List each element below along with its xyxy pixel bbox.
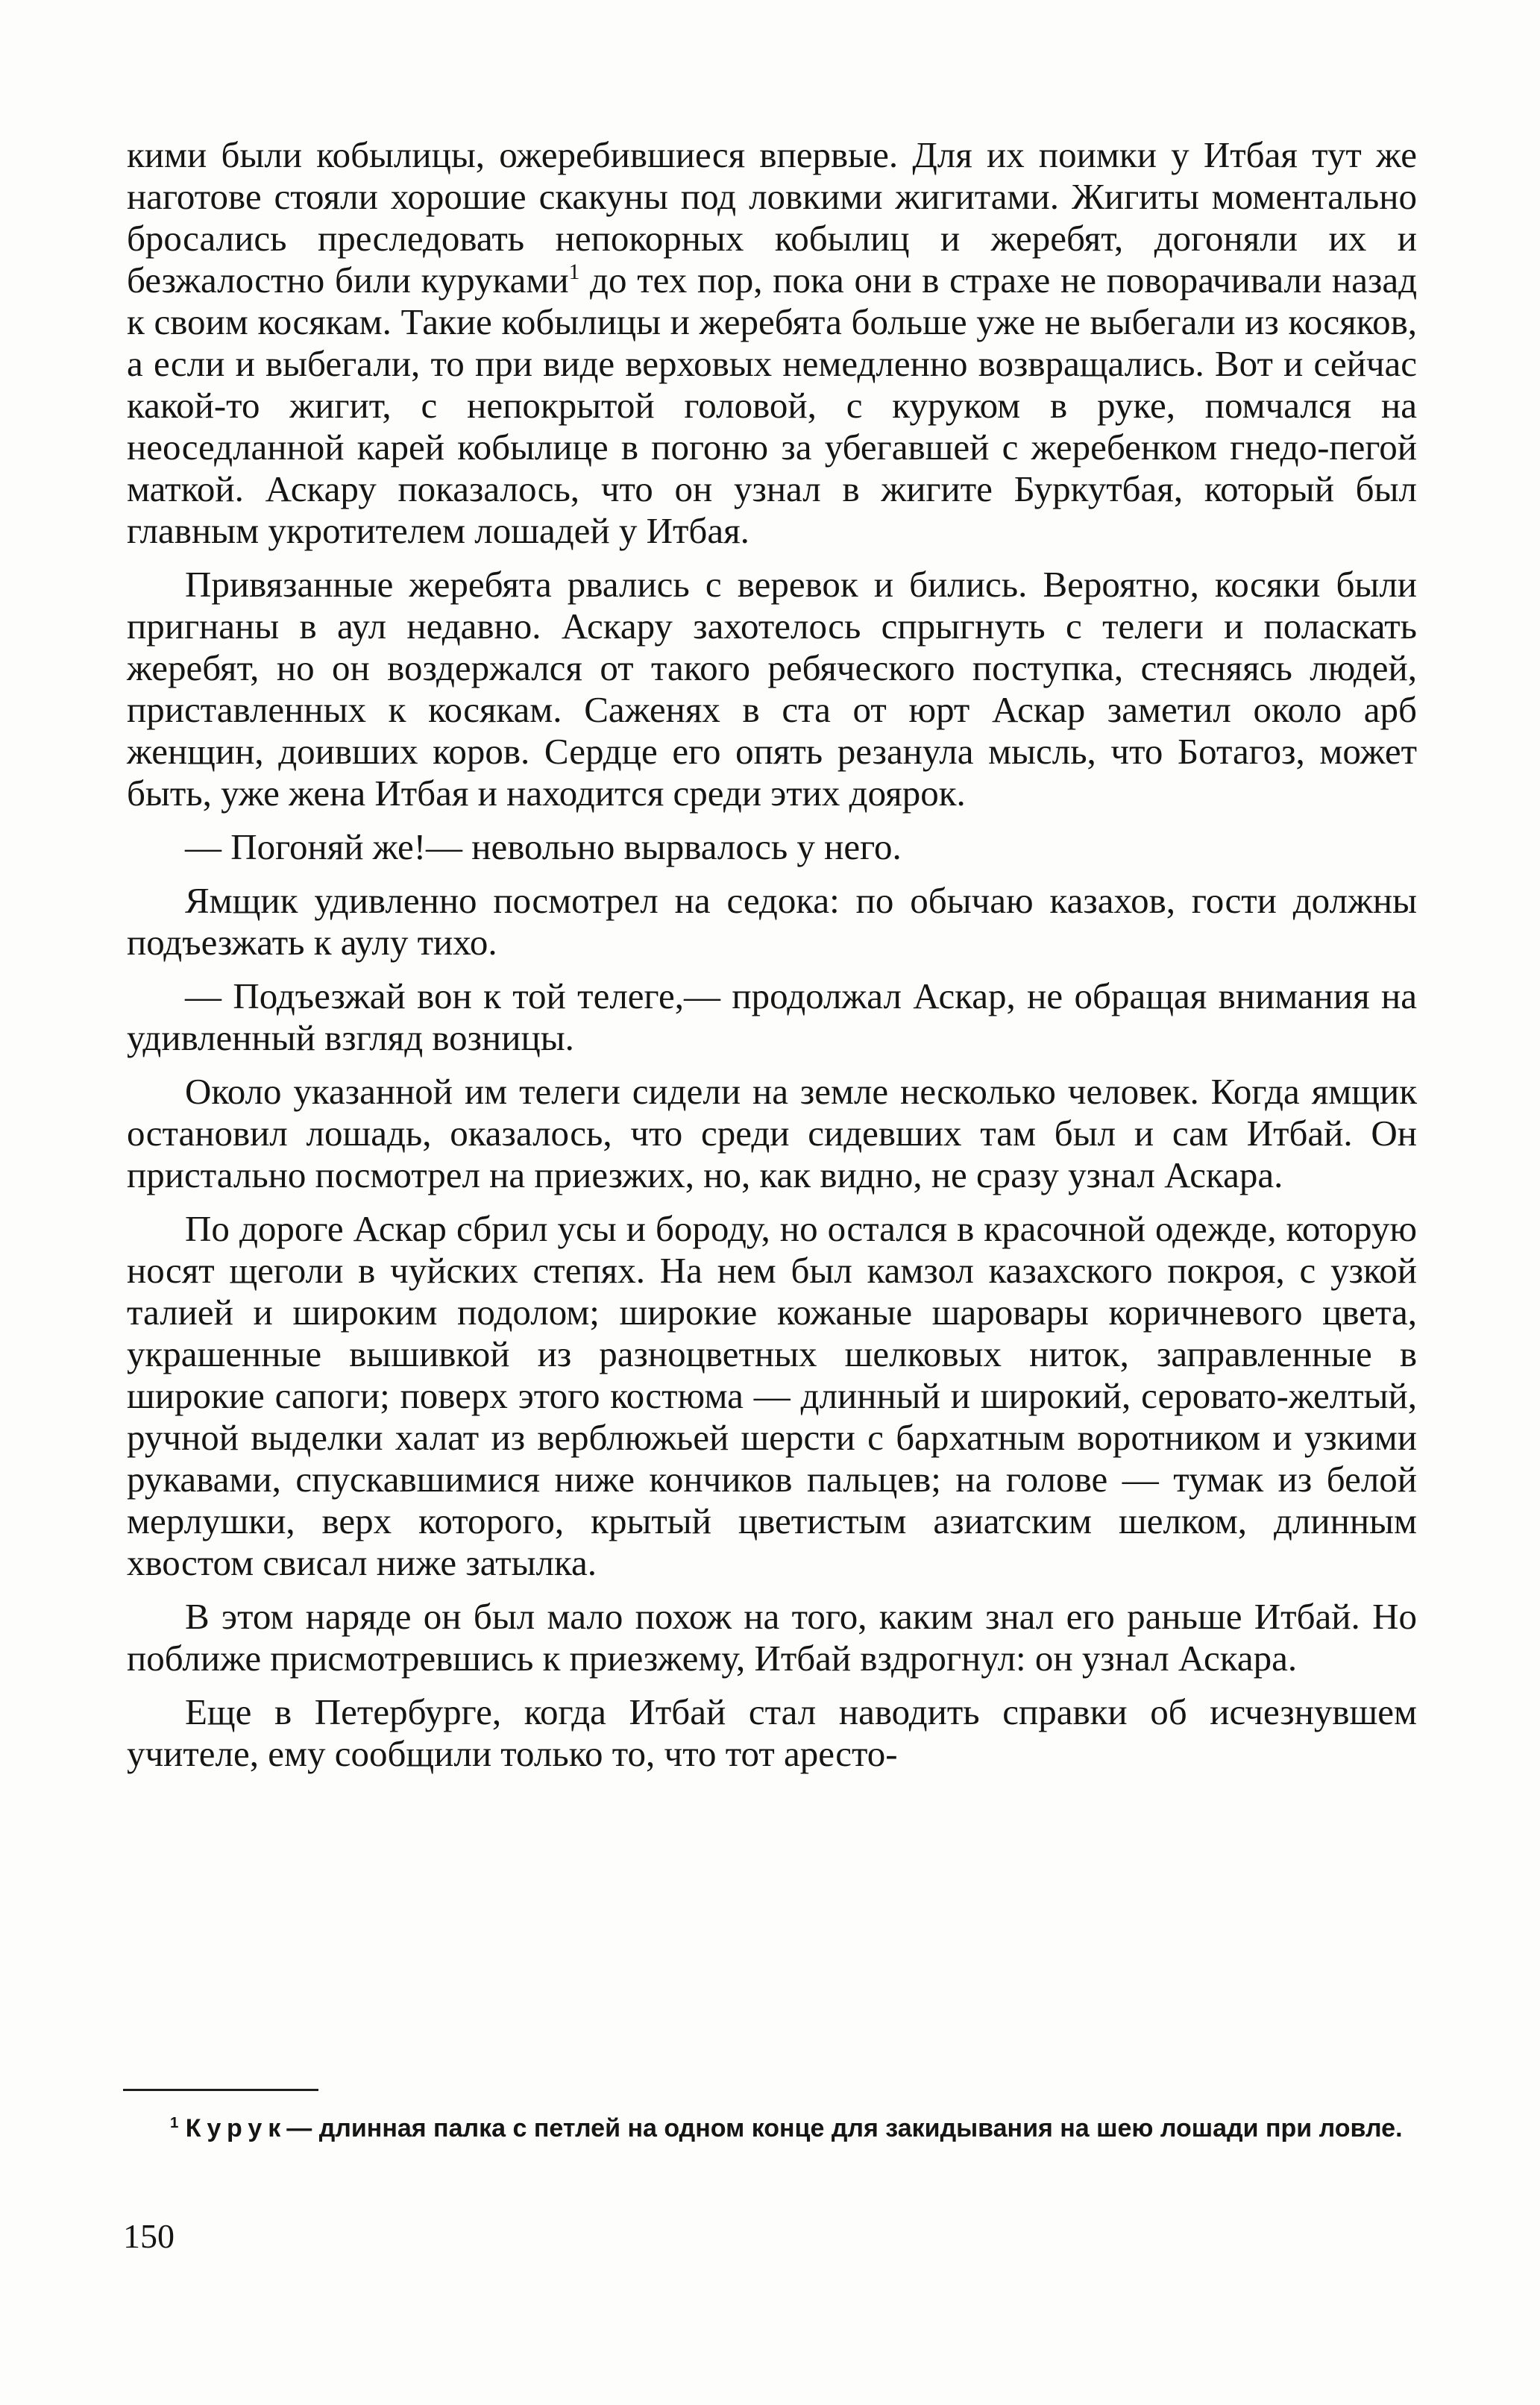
- page-number: 150: [123, 2217, 175, 2255]
- paragraph-2: Привязанные жеребята рвались с веревок и бились. Вероятно, косяки были пригнаны в аул недавно. Аскару захотелось спрыгнуть с телеги и поласкать жеребят, но он воздержался от такого ребяческого поступка, стесняясь людей, приставленных к косякам. Саженях в ста от юрт Аскар заметил около арб женщин, доивших коров. Сердце его опять резанула мысль, что Ботагоз, может быть, уже жена Итбая и находится среди этих доярок.: [127, 564, 1417, 814]
- footnote-reference-marker: 1: [568, 260, 580, 285]
- paragraph-1-text: кими были кобылицы, ожеребившиеся впервые. Для их поимки у Итбая тут же наготове стояли хорошие скакуны под ловкими жигитами. Жигиты моментально бросались преследовать непокорных кобылиц и жеребят, догоняли их и безжалостно били: [127, 134, 1417, 301]
- paragraph-5: — Подъезжай вон к той телеге,— продолжал Аскар, не обращая внимания на удивленный взгляд возницы.: [127, 975, 1417, 1058]
- paragraph-7: По дороге Аскар сбрил усы и бороду, но остался в красочной одежде, которую носят щеголи в чуйских степях. На нем был камзол казахского покроя, с узкой талией и широким подолом; широкие кожаные шаровары коричневого цвета, украшенные вышивкой из разноцветных шелковых ниток, заправленные в широкие сапоги; поверх этого костюма — длинный и широкий, серовато-желтый, ручной выделки халат из верблюжьей шерсти с бархатным воротником и узкими рукавами, спускавшимися ниже кончиков пальцев; на голове — тумак из белой мерлушки, верх которого, крытый цветистым азиатским шелком, длинным хвостом свисал ниже затылка.: [127, 1208, 1417, 1583]
- footnote: [127, 2112, 1417, 2145]
- paragraph-1: [127, 134, 1417, 552]
- footnote-marker: 1: [170, 2114, 179, 2131]
- footnote-divider: [123, 2089, 318, 2091]
- paragraph-9: Еще в Петербурге, когда Итбай стал наводить справки об исчезнувшем учителе, ему сообщили только то, что тот аресто-: [127, 1691, 1417, 1774]
- paragraph-6: Около указанной им телеги сидели на земле несколько человек. Когда ямщик остановил лошадь, оказалось, что среди сидевших там был и сам Итбай. Он пристально посмотрел на приезжих, но, как видно, не сразу узнал Аскара.: [127, 1071, 1417, 1195]
- main-text: [127, 134, 1417, 1787]
- footnote-term: Курук: [185, 2114, 287, 2143]
- paragraph-4: Ямщик удивленно посмотрел на седока: по обычаю казахов, гости должны подъезжать к аулу тихо.: [127, 880, 1417, 963]
- paragraph-8: В этом наряде он был мало похож на того, каким знал его раньше Итбай. Но поближе присмотревшись к приезжему, Итбай вздрогнул: он узнал Аскара.: [127, 1596, 1417, 1679]
- paragraph-3: — Погоняй же!— невольно вырвалось у него.: [185, 826, 902, 867]
- paragraph-1-continuation: до тех пор, пока они в страхе не поворачивали назад к своим косякам. Такие кобылицы и жеребята больше уже не выбегали из косяков, а если и выбегали, то при виде верховых немедленно возвращались. Вот и сейчас какой-то жигит, с непокрытой головой, с куруком в руке, помчался на неоседланной карей кобылице в погоню за убегавшей с жеребенком гнедо-пегой маткой. Аскару показалось, что он узнал в жигите Буркутбая, который был главным укротителем лошадей у Итбая.: [127, 260, 1417, 551]
- footnote-text: — длинная палка с петлей на одном конце для закидывания на шею лошади при ловле.: [286, 2114, 1403, 2143]
- footnote-reference-word: куруками: [421, 260, 569, 301]
